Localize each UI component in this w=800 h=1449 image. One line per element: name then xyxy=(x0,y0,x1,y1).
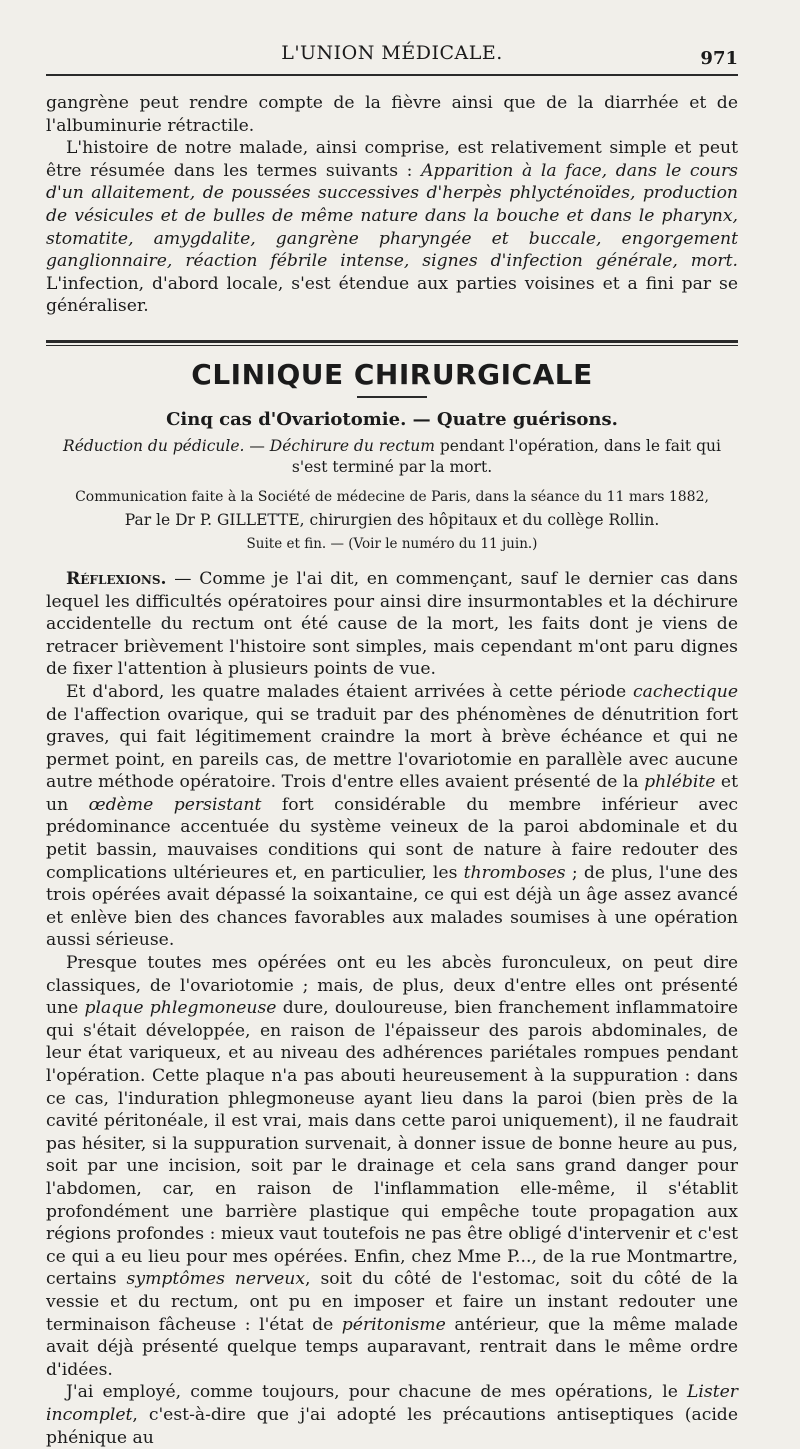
intro-p2-start: L'histoire de notre malade, ainsi comprise, est relativement simple et peut être résumée dans les termes suivants : xyxy=(46,138,738,181)
intro-paragraph-2 xyxy=(46,137,738,318)
subtitle-italic-1: Réduction du pédicule. xyxy=(63,436,245,455)
title-short-rule xyxy=(357,396,427,398)
subtitle-italic-2: Déchirure du rectum xyxy=(269,436,435,455)
running-head: L'UNION MÉDICALE. xyxy=(281,42,503,64)
author-line: Par le Dr P. GILLETTE, chirurgien des hôpitaux et du collège Rollin. xyxy=(124,510,660,529)
body-p4-b: , c'est-à-dire que j'ai adopté les précautions antiseptiques (acide phénique au xyxy=(46,1404,738,1448)
intro-p1-text: gangrène peut rendre compte de la fièvre ainsi que de la diarrhée et de l'albuminurie rétractile. xyxy=(46,93,738,136)
section-title: CLINIQUE CHIRURGICALE xyxy=(191,357,593,391)
article-title: Cinq cas d'Ovariotomie. — Quatre guérisons. xyxy=(166,408,618,430)
body-p1-text: — Comme je l'ai dit, en commençant, sauf le dernier cas dans lequel les difficultés opératoires pour ainsi dire insurmontables et la déchirure accidentelle du rectum ont été cause de la mort, les faits dont je viens de retracer brièvement l'histoire sont simples, mais cependant m'ont paru dignes de fixer l'attention à plusieurs points de vue. xyxy=(46,568,738,680)
intro-p2-end: L'infection, d'abord locale, s'est étendue aux parties voisines et a fini par se généraliser. xyxy=(46,273,738,317)
article-subtitle xyxy=(46,436,738,478)
body-p2-c: et un xyxy=(46,772,738,815)
section-rule xyxy=(46,340,738,346)
communication-note: Communication faite à la Société de médecine de Paris, dans la séance du 11 mars 1882, xyxy=(75,488,709,505)
page-number: 971 xyxy=(700,48,738,69)
body-paragraph-4 xyxy=(46,1381,738,1449)
subtitle-dash: — xyxy=(244,436,270,455)
body-p2-i2: phlébite xyxy=(644,772,716,793)
body-p3-a: Presque toutes mes opérées ont eu les abcès furonculeux, on peut dire classiques, de l'ovariotomie ; mais, de plus, deux d'entre elles ont présenté une xyxy=(46,953,738,1019)
body-p2-i4: thromboses xyxy=(463,862,566,883)
body-p2-a: Et d'abord, les quatre malades étaient arrivées à cette période xyxy=(66,681,633,702)
body-paragraph-2 xyxy=(46,681,738,952)
body-p3-i3: péritonisme xyxy=(341,1314,446,1335)
body-p2-i1: cachectique xyxy=(632,681,738,702)
body-p2-i3: œdème persistant xyxy=(88,794,262,815)
body-paragraph-1 xyxy=(46,568,738,681)
body-p2-b: de l'affection ovarique, qui se traduit par des phénomènes de dénutrition fort graves, qui fait légitimement craindre la mort à brève échéance et qui ne permet point, en pareils cas, de mettre l'ovariotomie en parallèle avec aucune autre méthode opératoire. Trois d'entre elles avaient présenté de la xyxy=(46,704,738,793)
continuation-note: Suite et fin. — (Voir le numéro du 11 juin.) xyxy=(246,535,538,552)
intro-p2-italic: Apparition à la face, dans le cours d'un allaitement, de poussées successives d'herpès phlycténoïdes, production de vésicules et de bulles de même nature dans la bouche et dans le pharynx, stomatite, amygdalite, gangrène pharyngée et buccale, engorgement ganglionnaire, réaction fébrile intense, signes d'infection générale, mort. xyxy=(46,160,738,272)
body-p2-d: fort considérable du membre inférieur avec prédominance accentuée du système veineux de la paroi abdominale et du petit bassin, mauvaises conditions qui sont de nature à faire redouter des complications ultérieures et, en particulier, les xyxy=(46,794,738,883)
body-p4-a: J'ai employé, comme toujours, pour chacune de mes opérations, le xyxy=(66,1382,687,1403)
body-p3-d: antérieur, que la même malade avait déjà présenté quelque temps auparavant, rentrait dans le même ordre d'idées. xyxy=(46,1314,738,1380)
page-header xyxy=(46,0,738,74)
body-p3-b: dure, douloureuse, bien franchement inflammatoire qui s'était développée, en raison de l'épaisseur des parois abdominales, de leur état variqueux, et au niveau des adhérences pariétales rompues pendant l'opération. Cette plaque n'a pas abouti heureusement à la suppuration : dans ce cas, l'induration phlegmoneuse ayant lieu dans la paroi (bien près de la cavité péritonéale, il est vrai, mais dans cette paroi uniquement), il ne faudrait pas hésiter, si la suppuration survenait, à donner issue de bonne heure au pus, soit par une incision, soit par le drainage et cela sans grand danger pour l'abdomen, car, en raison de l'inflammation elle-même, il s'établit profondément une barrière plastique qui empêche toute propagation aux régions profondes : mieux vaut toutefois ne pas être obligé d'intervenir et c'est ce qui a eu lieu pour mes opérées. Enfin, chez Mme P..., de la rue Montmartre, certains xyxy=(46,998,738,1290)
body-p3-c: , soit du côté de l'estomac, soit du côté de la vessie et du rectum, ont pu en imposer et faire un instant redouter une terminaison fâcheuse : l'état de xyxy=(46,1269,738,1335)
body-p4-i1: Lister incomplet xyxy=(46,1382,738,1425)
body-paragraph-3 xyxy=(46,952,738,1381)
intro-paragraph-1 xyxy=(46,92,738,137)
subtitle-rest: pendant l'opération, dans le fait qui s'est terminé par la mort. xyxy=(291,436,721,476)
body-p3-i1: plaque phlegmoneuse xyxy=(84,998,277,1019)
body-p2-e: ; de plus, l'une des trois opérées avait dépassé la soixantaine, ce qui est déjà un âge assez avancé et enlève bien des chances favorables aux malades soumises à une opération aussi sérieuse. xyxy=(46,862,738,951)
body-p3-i2: symptômes nerveux xyxy=(126,1269,306,1290)
reflexions-lead: Réflexions. xyxy=(66,568,167,589)
